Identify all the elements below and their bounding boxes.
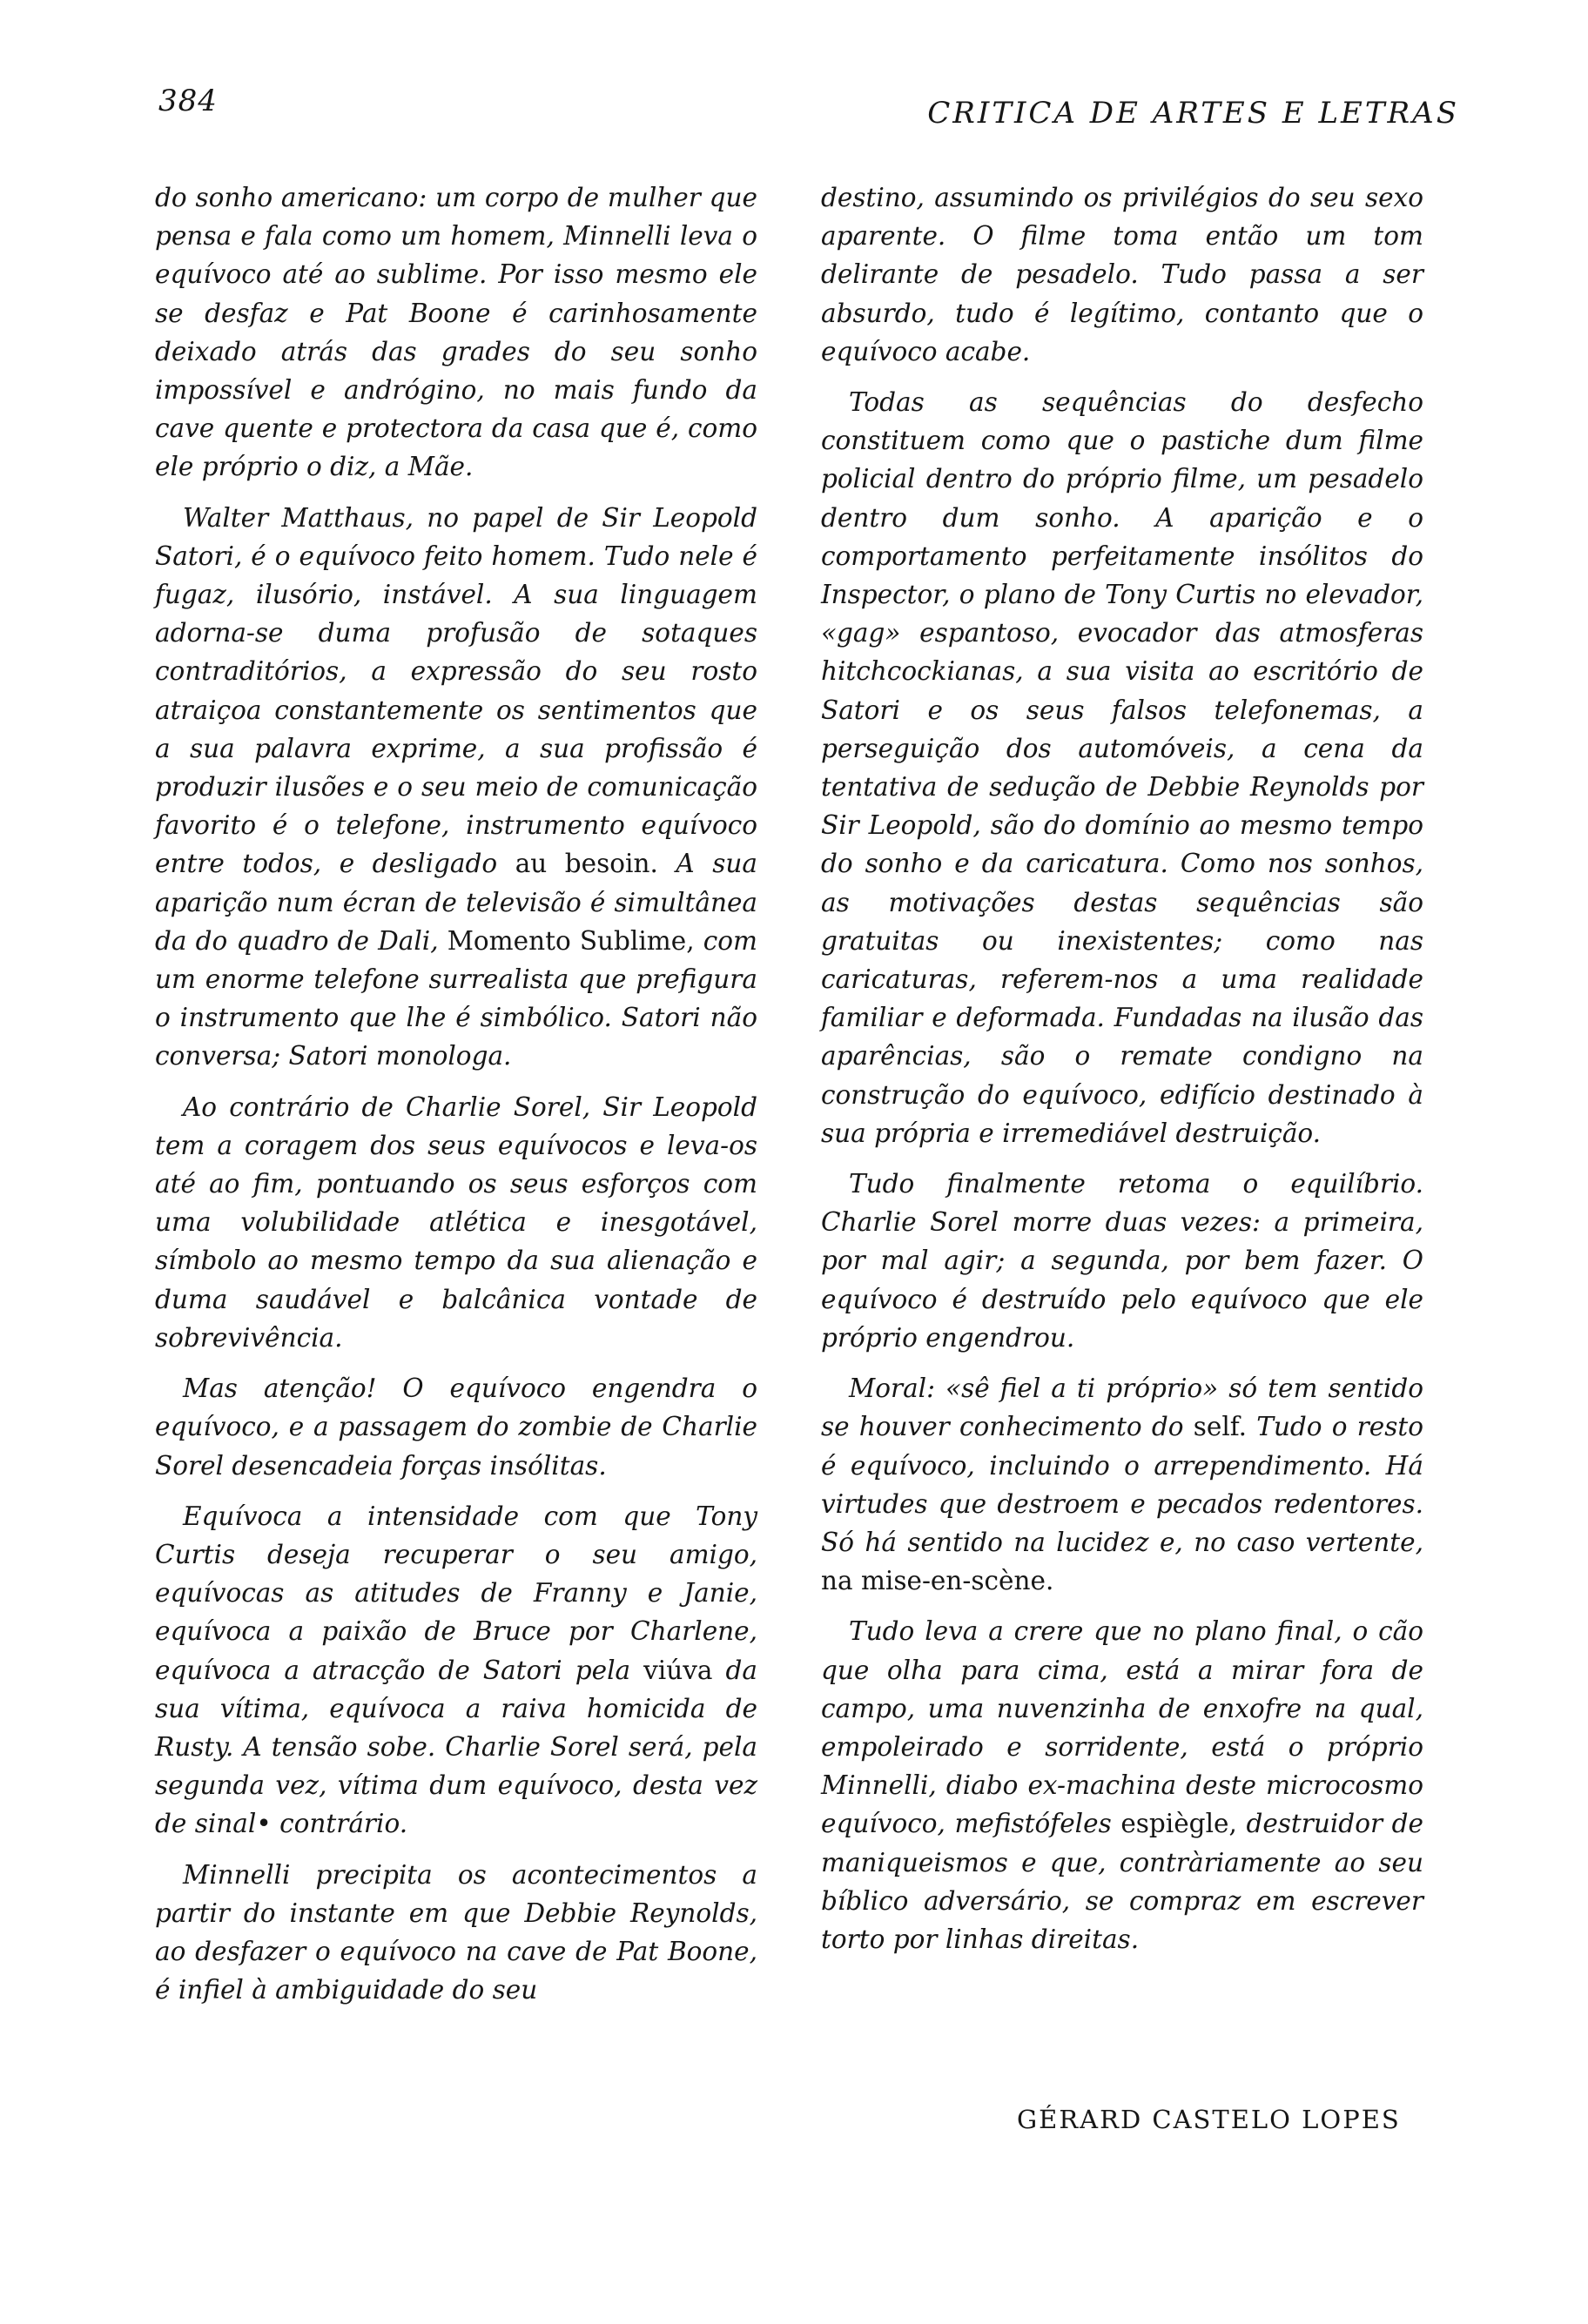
paragraph: destino, assumindo os privilégios do seu sexo aparente. O filme toma então um tom delirante de pesadelo. Tudo passa a ser absurdo, tudo é legítimo, contanto que o equívoco acabe. xyxy=(821,183,1423,366)
roman-word: espiègle, xyxy=(1120,1809,1237,1839)
roman-phrase: na mise-en-scène. xyxy=(821,1566,1054,1596)
paragraph xyxy=(821,1369,1423,1600)
paragraph-text: destruidor de maniqueismos e que, contràriamente ao seu bíblico adversário, se compraz em escrever torto por linhas direitas. xyxy=(821,1809,1423,1954)
roman-phrase: au besoin. xyxy=(515,849,658,879)
author-signature: GÉRARD CASTELO LOPES xyxy=(1017,2105,1401,2134)
paragraph: Tudo finalmente retoma o equilíbrio. Charlie Sorel morre duas vezes: a primeira, por mal agir; a segunda, por bem fazer. O equívoco é destruído pelo equívoco que ele próprio engendrou. xyxy=(821,1169,1423,1353)
paragraph xyxy=(155,499,757,1076)
paragraph xyxy=(155,1497,757,1844)
paragraph xyxy=(821,1612,1423,1958)
paragraph-text: Tudo leva a crere que no plano final, o cão que olha para cima, está a mirar fora de campo, uma nuvenzinha de enxofre na qual, empoleirado e sorridente, está o próprio Minnelli, diabo ex-machina deste microcosmo equívoco, mefistófeles xyxy=(821,1616,1423,1839)
paragraph: Ao contrário de Charlie Sorel, Sir Leopold tem a coragem dos seus equívocos e leva-os até ao fim, pontuando os seus esforços com uma volubilidade atlética e inesgotável, símbolo ao mesmo tempo da sua alienação e duma saudável e balcânica vontade de sobrevivência. xyxy=(155,1091,757,1353)
paragraph: Minnelli precipita os acontecimentos a partir do instante em que Debbie Reynolds, ao desfazer o equívoco na cave de Pat Boone, é infiel à ambiguidade do seu xyxy=(155,1859,757,2005)
paragraph-text: Walter Matthaus, no papel de Sir Leopold Satori, é o equívoco feito homem. Tudo nele é fugaz, ilusório, instável. A sua linguagem adorna-se duma profusão de sotaques contraditórios, a expressão do seu rosto atraiçoa constantemente os sentimentos que a sua palavra exprime, a sua profissão é produzir ilusões e o seu meio de comunicação favorito é o telefone, instrumento equívoco entre todos, e desligado xyxy=(155,502,757,879)
roman-word: viúva xyxy=(643,1655,713,1685)
right-column xyxy=(821,178,1423,1971)
roman-word: self. xyxy=(1193,1412,1247,1442)
paragraph-text: com um enorme telefone surrealista que prefigura o instrumento que lhe é simbólico. Satori não conversa; Satori monologa. xyxy=(155,925,757,1071)
page-number: 384 xyxy=(158,84,218,118)
paragraph-text: da sua vítima, equívoca a raiva homicida de Rusty. A tensão sobe. Charlie Sorel será, pela segunda vez, vítima dum equívoco, desta vez de sinal• contrário. xyxy=(155,1655,757,1839)
paragraph: do sonho americano: um corpo de mulher que pensa e fala como um homem, Minnelli leva o equívoco até ao sublime. Por isso mesmo ele se desfaz e Pat Boone é carinhosamente deixado atrás das grades do seu sonho impossível e andrógino, no mais fundo da cave quente e protectora da casa que é, como ele próprio o diz, a Mãe. xyxy=(155,183,757,482)
paragraph-text: Tudo o resto é equívoco, incluindo o arrependimento. Há virtudes que destroem e pecados redentores. Só há sentido na lucidez e, no caso vertente, xyxy=(821,1412,1423,1557)
paragraph: Mas atenção! O equívoco engendra o equívoco, e a passagem do zombie de Charlie Sorel desencadeia forças insólitas. xyxy=(155,1374,757,1481)
paragraph-text: Moral: «sê fiel a ti próprio» só tem sentido se houver conhecimento do xyxy=(821,1374,1423,1442)
paragraph-text: A sua aparição num écran de televisão é simultânea da do quadro de Dali, xyxy=(155,849,757,956)
paragraph: Todas as sequências do desfecho constituem como que o pastiche dum filme policial dentro do próprio filme, um pesadelo dentro dum sonho. A aparição e o comportamento perfeitamente insólitos do Inspector, o plano de Tony Curtis no elevador, «gag» espantoso, evocador das atmosferas hitchcockianas, a sua visita ao escritório de Satori e os seus falsos telefonemas, a perseguição dos automóveis, a cena da tentativa de sedução de Debbie Reynolds por Sir Leopold, são do domínio ao mesmo tempo do sonho e da caricatura. Como nos sonhos, as motivações destas sequências são gratuitas ou inexistentes; como nas caricaturas, referem-nos a uma realidade familiar e deformada. Fundadas na ilusão das aparências, são o remate condigno na construção do equívoco, edifício destinado à sua própria e irremediável destruição. xyxy=(821,387,1423,1148)
running-title: CRITICA DE ARTES E LETRAS xyxy=(927,96,1459,131)
artwork-title: Momento Sublime, xyxy=(447,925,695,956)
left-column xyxy=(155,178,757,2021)
paragraph-text: Equívoca a intensidade com que Tony Curtis deseja recuperar o seu amigo, equívocas as atitudes de Franny e Janie, equívoca a paixão de Bruce por Charlene, equívoca a atracção de Satori pela xyxy=(155,1501,757,1685)
